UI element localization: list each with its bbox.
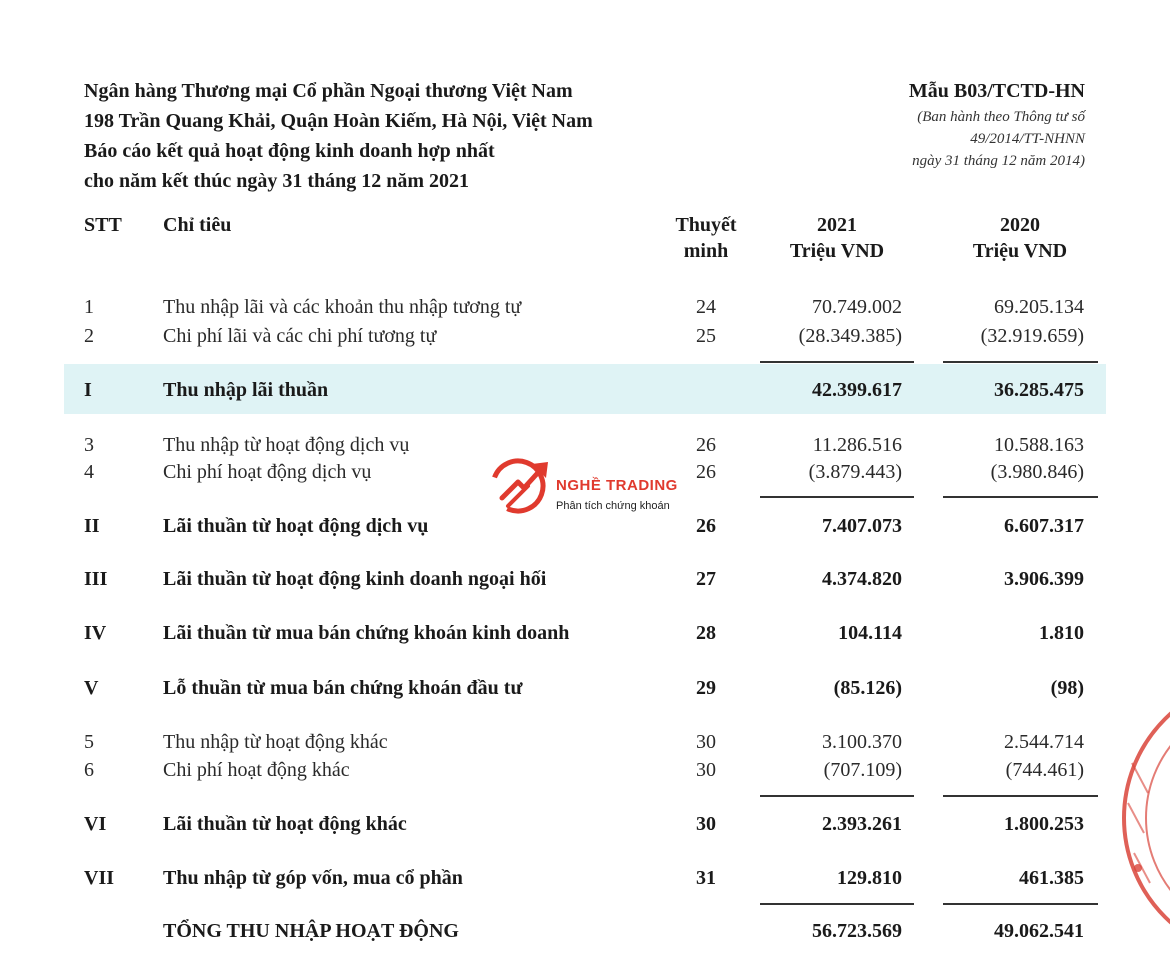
column-header-2020-year: 2020 bbox=[1000, 214, 1040, 236]
subtotal-rule bbox=[943, 795, 1098, 797]
row-value-2020: (744.461) bbox=[1005, 759, 1084, 781]
row-value-2020: (3.980.846) bbox=[990, 461, 1084, 483]
row-label: Lãi thuần từ hoạt động dịch vụ bbox=[163, 515, 429, 537]
row-note: 30 bbox=[696, 813, 716, 835]
row-label: Thu nhập từ góp vốn, mua cổ phần bbox=[163, 867, 463, 889]
row-label: Thu nhập từ hoạt động dịch vụ bbox=[163, 434, 410, 456]
company-header bbox=[84, 76, 593, 196]
form-note-line-2: 49/2014/TT-NHNN bbox=[970, 131, 1085, 147]
row-note: 31 bbox=[696, 867, 716, 889]
report-title: Báo cáo kết quả hoạt động kinh doanh hợp nhất bbox=[84, 140, 495, 162]
row-value-2021: 70.749.002 bbox=[812, 296, 902, 318]
subtotal-rule bbox=[760, 903, 914, 905]
row-value-2021: (707.109) bbox=[823, 759, 902, 781]
subtotal-rule bbox=[760, 496, 914, 498]
row-label: Lãi thuần từ hoạt động khác bbox=[163, 813, 407, 835]
row-note: 26 bbox=[696, 434, 716, 456]
row-value-2020: (32.919.659) bbox=[980, 325, 1084, 347]
subtotal-rule bbox=[760, 795, 914, 797]
column-header-stt: STT bbox=[84, 214, 122, 236]
row-label: Chi phí hoạt động khác bbox=[163, 759, 350, 781]
row-label: Thu nhập từ hoạt động khác bbox=[163, 731, 388, 753]
row-stt: 1 bbox=[84, 296, 94, 318]
row-value-2021: (3.879.443) bbox=[808, 461, 902, 483]
row-value-2020: 2.544.714 bbox=[1004, 731, 1084, 753]
row-value-2021: 129.810 bbox=[837, 867, 902, 889]
row-label: Lỗ thuần từ mua bán chứng khoán đầu tư bbox=[163, 677, 523, 699]
row-label: Thu nhập lãi thuần bbox=[163, 379, 329, 401]
column-header-note bbox=[660, 212, 752, 264]
column-header-2021-unit: Triệu VND bbox=[789, 240, 885, 262]
row-stt: VII bbox=[84, 867, 115, 889]
row-stt: 6 bbox=[84, 759, 94, 781]
row-value-2020: 6.607.317 bbox=[1004, 515, 1084, 537]
row-value-2021: 2.393.261 bbox=[822, 813, 902, 835]
row-stt: I bbox=[84, 379, 92, 401]
row-note: 26 bbox=[696, 461, 716, 483]
row-note: 29 bbox=[696, 677, 716, 699]
form-note-line-3: ngày 31 tháng 12 năm 2014) bbox=[912, 153, 1085, 169]
row-label: Lãi thuần từ mua bán chứng khoán kinh doanh bbox=[163, 622, 570, 644]
row-value-2020: 1.800.253 bbox=[1004, 813, 1084, 835]
row-value-2020: 69.205.134 bbox=[994, 296, 1084, 318]
row-stt: 5 bbox=[84, 731, 94, 753]
row-value-2020: 3.906.399 bbox=[1004, 568, 1084, 590]
row-note: 27 bbox=[696, 568, 716, 590]
row-value-2021: 7.407.073 bbox=[822, 515, 902, 537]
column-header-2020 bbox=[954, 212, 1086, 264]
row-stt: 4 bbox=[84, 461, 94, 483]
row-value-2020: (98) bbox=[1050, 677, 1084, 699]
form-note-line-1: (Ban hành theo Thông tư số bbox=[917, 109, 1085, 125]
official-stamp-icon bbox=[1114, 683, 1170, 953]
row-label: Lãi thuần từ hoạt động kinh doanh ngoại hối bbox=[163, 568, 547, 590]
row-value-2021: 42.399.617 bbox=[812, 379, 902, 401]
row-value-2021: 4.374.820 bbox=[822, 568, 902, 590]
row-stt: VI bbox=[84, 813, 107, 835]
row-value-2021: (28.349.385) bbox=[798, 325, 902, 347]
column-header-note-line-1: Thuyết bbox=[675, 214, 737, 236]
row-stt: 3 bbox=[84, 434, 94, 456]
watermark-subtitle: Phân tích chứng khoán bbox=[556, 500, 670, 512]
row-note: 30 bbox=[696, 759, 716, 781]
row-stt: V bbox=[84, 677, 99, 699]
row-note: 26 bbox=[696, 515, 716, 537]
form-info bbox=[909, 76, 1085, 172]
column-header-2021 bbox=[772, 212, 902, 264]
total-label: TỔNG THU NHẬP HOẠT ĐỘNG bbox=[163, 920, 459, 942]
row-note: 30 bbox=[696, 731, 716, 753]
row-value-2021: 11.286.516 bbox=[812, 434, 902, 456]
form-code: Mẫu B03/TCTD-HN bbox=[908, 80, 1085, 102]
row-stt: II bbox=[84, 515, 100, 537]
row-value-2020: 1.810 bbox=[1039, 622, 1084, 644]
row-stt: 2 bbox=[84, 325, 94, 347]
total-value-2020: 49.062.541 bbox=[994, 920, 1084, 942]
row-note: 25 bbox=[696, 325, 716, 347]
report-period: cho năm kết thúc ngày 31 tháng 12 năm 2021 bbox=[84, 170, 470, 192]
column-header-note-line-2: minh bbox=[683, 240, 729, 262]
row-value-2020: 36.285.475 bbox=[994, 379, 1084, 401]
subtotal-rule bbox=[943, 903, 1098, 905]
row-stt: III bbox=[84, 568, 108, 590]
trading-logo-icon bbox=[488, 452, 554, 518]
row-value-2021: 104.114 bbox=[838, 622, 902, 644]
total-value-2021: 56.723.569 bbox=[812, 920, 902, 942]
watermark-title: NGHỀ TRADING bbox=[556, 477, 678, 494]
row-label: Chi phí hoạt động dịch vụ bbox=[163, 461, 372, 483]
subtotal-rule bbox=[943, 496, 1098, 498]
bank-name: Ngân hàng Thương mại Cổ phần Ngoại thương Việt Nam bbox=[84, 80, 573, 102]
subtotal-rule bbox=[943, 361, 1098, 363]
row-value-2020: 10.588.163 bbox=[994, 434, 1084, 456]
row-value-2021: 3.100.370 bbox=[822, 731, 902, 753]
row-value-2020: 461.385 bbox=[1019, 867, 1084, 889]
row-note: 24 bbox=[696, 296, 716, 318]
column-header-2020-unit: Triệu VND bbox=[972, 240, 1068, 262]
row-note: 28 bbox=[696, 622, 716, 644]
row-stt: IV bbox=[84, 622, 107, 644]
row-label: Thu nhập lãi và các khoản thu nhập tương tự bbox=[163, 296, 522, 318]
subtotal-rule bbox=[760, 361, 914, 363]
row-value-2021: (85.126) bbox=[833, 677, 902, 699]
column-header-name: Chỉ tiêu bbox=[163, 214, 232, 236]
row-label: Chi phí lãi và các chi phí tương tự bbox=[163, 325, 437, 347]
bank-address: 198 Trần Quang Khải, Quận Hoàn Kiếm, Hà Nội, Việt Nam bbox=[84, 110, 593, 132]
column-header-2021-year: 2021 bbox=[817, 214, 857, 236]
